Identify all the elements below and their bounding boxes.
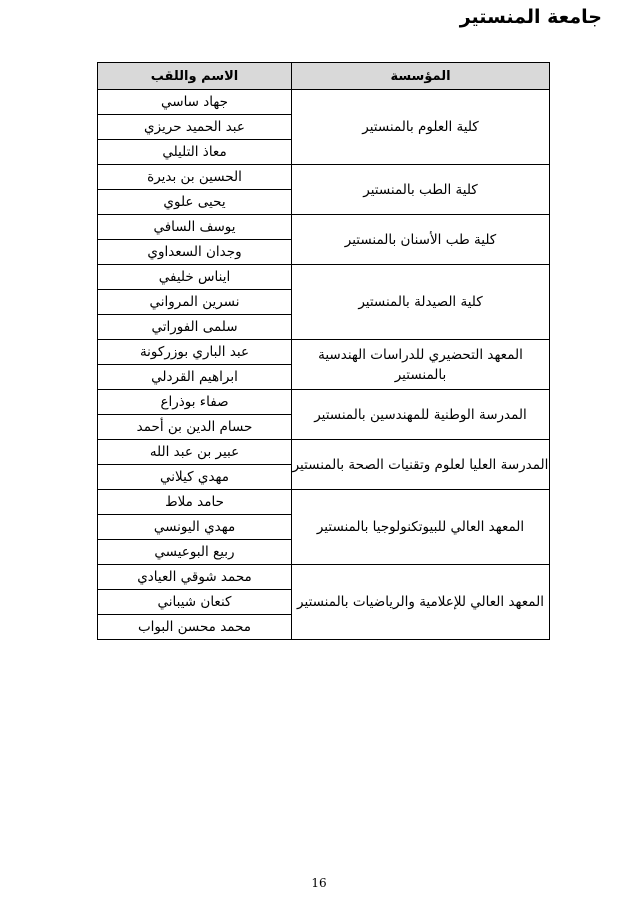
name-cell: مهدي كيلاني xyxy=(98,465,292,490)
table-row xyxy=(98,565,550,590)
name-cell: ايناس خليفي xyxy=(98,265,292,290)
institution-cell: كلية طب الأسنان بالمنستير xyxy=(292,215,550,265)
institution-cell: كلية العلوم بالمنستير xyxy=(292,90,550,165)
institution-cell: المعهد العالي للإعلامية والرياضيات بالمنستير xyxy=(292,565,550,640)
name-cell: صفاء بوذراع xyxy=(98,390,292,415)
name-cell: كنعان شيباني xyxy=(98,590,292,615)
table-row xyxy=(98,215,550,240)
table-body xyxy=(98,90,550,640)
table-row xyxy=(98,90,550,115)
institution-cell: كلية الصيدلة بالمنستير xyxy=(292,265,550,340)
name-cell: سلمى الفوراتي xyxy=(98,315,292,340)
header-institution: المؤسسة xyxy=(292,63,550,90)
name-cell: ابراهيم القردلي xyxy=(98,365,292,390)
name-cell: مهدي اليونسي xyxy=(98,515,292,540)
name-cell: حسام الدين بن أحمد xyxy=(98,415,292,440)
institution-cell: المعهد العالي للبيوتكنولوجيا بالمنستير xyxy=(292,490,550,565)
page-number: 16 xyxy=(311,876,327,890)
name-cell: الحسين بن بديرة xyxy=(98,165,292,190)
name-cell: حامد ملاط xyxy=(98,490,292,515)
table-row xyxy=(98,340,550,365)
name-cell: يوسف السافي xyxy=(98,215,292,240)
name-cell: عبد الحميد حريزي xyxy=(98,115,292,140)
name-cell: وجدان السعداوي xyxy=(98,240,292,265)
table-row xyxy=(98,390,550,415)
institution-cell: المدرسة العليا لعلوم وتقنيات الصحة بالمنستير xyxy=(292,440,550,490)
name-cell: محمد محسن البواب xyxy=(98,615,292,640)
participants-table xyxy=(97,62,550,640)
name-cell: عبير بن عبد الله xyxy=(98,440,292,465)
institution-cell: المدرسة الوطنية للمهندسين بالمنستير xyxy=(292,390,550,440)
name-cell: يحيى علوي xyxy=(98,190,292,215)
name-cell: محمد شوقي العيادي xyxy=(98,565,292,590)
name-cell: نسرين المرواني xyxy=(98,290,292,315)
name-cell: معاذ التليلي xyxy=(98,140,292,165)
name-cell: ربيع البوعيسي xyxy=(98,540,292,565)
table-row xyxy=(98,265,550,290)
name-cell: جهاد ساسي xyxy=(98,90,292,115)
name-cell: عبد الباري بوزركونة xyxy=(98,340,292,365)
table-row xyxy=(98,490,550,515)
table-row xyxy=(98,440,550,465)
header-name: الاسم واللقب xyxy=(98,63,292,90)
page-title: جامعة المنستير xyxy=(459,6,602,28)
institution-cell: المعهد التحضيري للدراسات الهندسية بالمنستير xyxy=(292,340,550,390)
institution-cell: كلية الطب بالمنستير xyxy=(292,165,550,215)
table-header-row xyxy=(98,63,550,90)
table-row xyxy=(98,165,550,190)
